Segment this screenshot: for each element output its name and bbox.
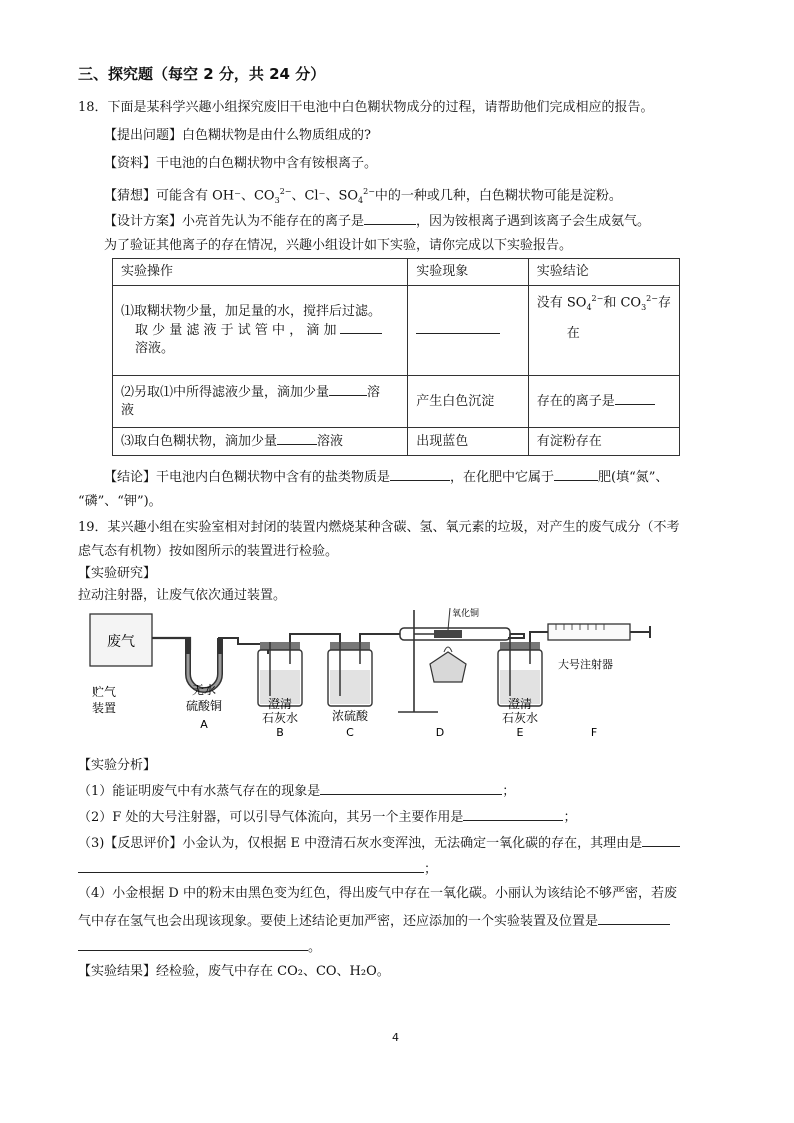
tube-6 [530,632,548,642]
q19-stem-2: 虑气态有机物）按如图所示的装置进行检验。 [78,544,339,559]
guess-sub-so4: 4 [358,195,364,205]
q18-design [104,212,650,230]
analysis-2-text: （2）F 处的大号注射器，可以引导气体流向，其另一个主要作用是 [78,810,464,825]
table-row [113,286,680,376]
header-phenomenon: 实验现象 [408,259,529,286]
row1-op-line1: ⑴取糊状物少量，加足量的水，搅拌后过滤。 [121,304,382,319]
header-operation: 实验操作 [113,259,408,286]
analysis-3 [78,834,680,852]
row1-con-sup-co3: 2− [646,294,658,303]
design-blank[interactable] [364,212,416,225]
conclusion-text-a: 【结论】干电池内白色糊状物中含有的盐类物质是 [104,470,391,485]
conclusion-text-c: 肥(填“氮”、 [598,470,669,485]
analysis-2-end: ； [563,810,577,825]
experiment-result: 【实验结果】经检验，废气中存在 CO₂、CO、H₂O。 [78,964,390,979]
tube-1 [152,638,190,650]
conclusion-text-b: ，在化肥中它属于 [450,470,555,485]
row2-conclusion [528,376,679,428]
a-letter: A [200,718,208,731]
c-label: 浓硫酸 [331,709,369,723]
analysis-title: 【实验分析】 [78,758,157,773]
analysis-3-blank-b[interactable] [78,860,424,873]
row1-con-line1 [537,290,671,317]
table-header-row [113,259,680,286]
row1-con-text-a: 没有 SO [536,295,587,311]
guess-sub-co3: 3 [274,195,280,205]
e-label-2: 石灰水 [501,711,539,725]
row3-op-text: ⑶取白色糊状物，滴加少量 [121,434,278,449]
table-row [113,376,680,428]
store-label-1: 贮气 [92,685,117,699]
row1-op-text: 取 少 量 滤 液 于 试 管 中 ， 滴 加 [135,323,337,338]
row1-con-sub-co3: 3 [641,302,647,312]
table-row [113,428,680,456]
row1-operation [113,286,408,376]
d-letter: D [435,726,445,739]
row1-op-line2 [121,321,399,340]
row1-phen-blank[interactable] [416,321,500,334]
row2-operation [113,376,408,428]
iron-stand [398,610,438,712]
guess-sup-so4: 2− [363,187,375,196]
research-text: 拉动注射器，让废气依次通过装置。 [78,588,287,603]
page-number: 4 [392,1031,399,1044]
d-pointer [448,608,450,630]
syringe-plunger [630,626,650,638]
analysis-3-blank-a[interactable] [642,834,680,847]
row1-phenomenon [408,286,529,376]
row1-con-sub-so4: 4 [586,302,592,312]
analysis-4-text: 气中存在氢气也会出现该现象。要使上述结论更加严密，还应添加的一个实验装置及位置是 [78,914,599,929]
alcohol-burner [430,652,466,682]
analysis-2 [78,808,576,826]
header-conclusion: 实验结论 [528,259,679,286]
row1-op-blank[interactable] [340,321,382,334]
analysis-3-text: （3)【反思评价】小金认为，仅根据 E 中澄清石灰水变浑浊，无法确定一氧化碳的存在，其理由是 [78,836,643,851]
q18-stem: 18．下面是某科学兴趣小组探究废旧干电池中白色糊状物成分的过程，请帮助他们完成相应的报告。 [78,100,654,115]
f-letter: F [590,726,598,739]
analysis-1-text: （1）能证明废气中有水蒸气存在的现象是 [78,784,321,799]
stopper-b [260,642,300,650]
tube-4 [360,634,400,642]
row3-operation [113,428,408,456]
analysis-4-line1: （4）小金根据 D 中的粉末由黑色变为红色，得出废气中存在一氧化碳。小丽认为该结论不够严密，若废 [78,886,677,901]
analysis-4-line2 [78,912,670,930]
design-text-a: 【设计方案】小亮首先认为不能存在的离子是 [104,214,365,229]
b-letter: B [276,726,284,739]
stopper-c [330,642,370,650]
row2-phenomenon: 产生白色沉淀 [408,376,529,428]
row1-con-line2: 在 [566,325,580,341]
guess-text-a: 【猜想】可能含有 OH⁻、CO [104,188,275,204]
conclusion-blank-1[interactable] [390,468,450,481]
row2-op-text-b: 溶 [367,385,381,400]
syringe-barrel [548,624,630,640]
analysis-3-end: ； [424,862,438,877]
section-title: 三、探究题（每空 2 分，共 24 分） [78,65,326,83]
a-label-1: 无水 [191,683,217,697]
c-letter: C [346,726,354,739]
row2-con-text: 存在的离子是 [536,394,615,409]
guess-sup-co3: 2− [279,187,292,196]
row1-conclusion [528,286,679,376]
analysis-4-end: 。 [308,940,322,955]
row2-op-blank[interactable] [329,383,367,396]
analysis-2-blank[interactable] [463,808,563,821]
b-label-1: 澄清 [267,697,293,711]
copper-oxide-powder [434,630,462,638]
e-letter: E [516,726,524,739]
e-label-1: 澄清 [507,697,533,711]
copper-oxide-label: 氧化铜 [452,609,480,619]
row3-op-blank[interactable] [277,432,317,445]
experiment-table [112,258,680,456]
bottle-c-liquid [330,670,370,704]
analysis-4-line3 [78,938,321,956]
row1-con-text-c: 存 [657,295,671,311]
q18-question: 【提出问题】白色糊状物是由什么物质组成的? [104,128,371,143]
syringe-label: 大号注射器 [558,658,613,671]
conclusion-blank-2[interactable] [554,468,598,481]
analysis-3-cont [78,860,437,878]
analysis-1-blank[interactable] [320,782,502,795]
row1-con-sup-so4: 2− [591,294,604,303]
stopper-e [500,642,540,650]
q18-conclusion [104,468,668,486]
row3-phenomenon: 出现蓝色 [408,428,529,456]
waste-gas-label: 废气 [107,634,135,650]
row3-conclusion: 有淀粉存在 [528,428,679,456]
q18-guess [104,184,622,209]
guess-text-c: 中的一种或几种，白色糊状物可能是淀粉。 [374,188,622,204]
research-title: 【实验研究】 [78,566,157,581]
b-label-2: 石灰水 [261,711,299,725]
q18-intro: 为了验证其他离子的存在情况，兴趣小组设计如下实验，请你完成以下实验报告。 [104,238,573,253]
analysis-1 [78,782,515,800]
row2-op-text: ⑵另取⑴中所得滤液少量，滴加少量 [121,385,330,400]
q18-conclusion-cont: “磷”、“钾”)。 [78,494,162,509]
q19-stem-1: 19．某兴趣小组在实验室相对封闭的装置内燃烧某种含碳、氢、氧元素的垃圾，对产生的废气成分（不考 [78,520,680,535]
row2-con-blank[interactable] [615,392,655,405]
design-text-b: ，因为铵根离子遇到该离子会生成氨气。 [416,214,651,229]
tube-3 [290,634,340,642]
row1-con-text-b: 和 CO [603,295,642,311]
row2-op-line2: 液 [121,403,135,418]
flame [444,647,452,652]
apparatus-diagram [78,604,678,744]
guess-text-b: 、Cl⁻、SO [291,188,359,204]
analysis-4-blank-a[interactable] [598,912,670,925]
row2-op-line1 [121,383,399,402]
q18-info: 【资料】干电池的白色糊状物中含有铵根离子。 [104,156,378,171]
row3-op-text-b: 溶液 [317,434,344,449]
analysis-1-end: ； [502,784,516,799]
analysis-4-blank-b[interactable] [78,938,308,951]
row1-op-line3: 溶液。 [135,341,175,356]
a-label-2: 硫酸铜 [185,699,223,713]
store-label-2: 装置 [92,701,117,715]
